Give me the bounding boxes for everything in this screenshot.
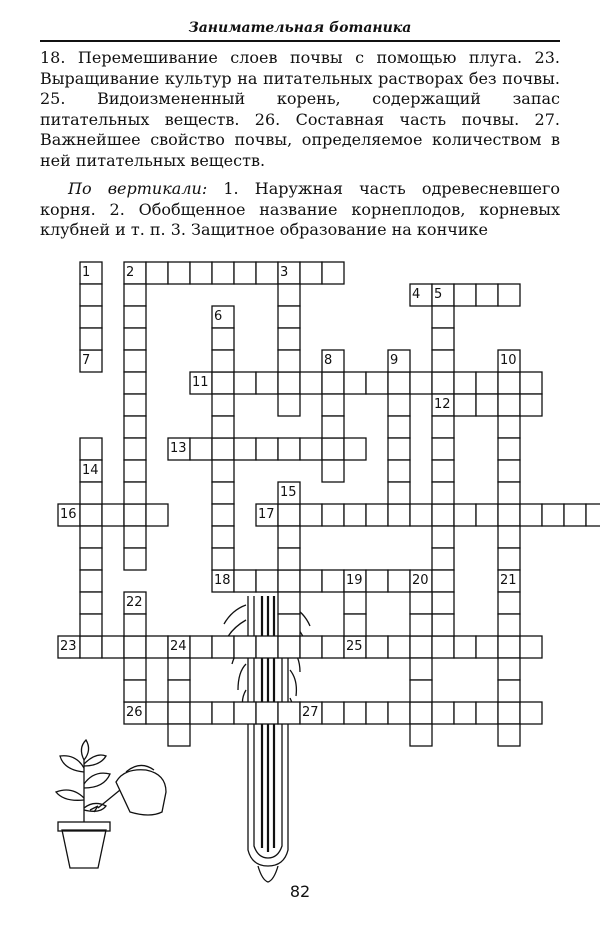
clue-number: 26 <box>126 705 143 720</box>
grid-cell[interactable] <box>366 372 388 394</box>
clue-number: 24 <box>170 639 187 654</box>
clue-number: 27 <box>302 705 319 720</box>
grid-cell[interactable] <box>476 702 498 724</box>
clue-number: 22 <box>126 595 143 610</box>
grid-cell[interactable] <box>300 636 322 658</box>
grid-cell[interactable] <box>124 680 146 702</box>
vertical-heading: По вертикали: <box>68 179 208 198</box>
grid-cell[interactable] <box>454 636 476 658</box>
grid-cell[interactable] <box>278 548 300 570</box>
grid-cell[interactable] <box>432 438 454 460</box>
grid-cell[interactable] <box>190 262 212 284</box>
grid-cell[interactable] <box>278 350 300 372</box>
grid-cell[interactable] <box>80 636 102 658</box>
horizontal-clues: 18. Перемешивание слоев почвы с помощью плуга. 23. Выращивание культур на питательных растворах без почвы. 25. Видоизмененный корень, содержащий запас питательных веществ. 26. Составная часть почвы. 27. Важнейшее свойство почвы, определяемое количеством в ней питательных веществ. <box>40 48 560 170</box>
grid-cell[interactable] <box>256 702 278 724</box>
grid-cell[interactable] <box>278 328 300 350</box>
grid-cell[interactable] <box>322 460 344 482</box>
grid-cell[interactable] <box>564 504 586 526</box>
grid-cell[interactable] <box>432 614 454 636</box>
grid-cell[interactable] <box>146 702 168 724</box>
grid-cell[interactable] <box>212 416 234 438</box>
grid-cell[interactable] <box>432 460 454 482</box>
grid-cell[interactable] <box>432 526 454 548</box>
grid-cell[interactable] <box>344 592 366 614</box>
grid-cell[interactable] <box>432 328 454 350</box>
grid-cell[interactable] <box>498 526 520 548</box>
grid-cell[interactable] <box>212 482 234 504</box>
grid-cell[interactable] <box>168 658 190 680</box>
grid-cell[interactable] <box>124 482 146 504</box>
grid-cell[interactable] <box>168 724 190 746</box>
grid-cell[interactable] <box>388 570 410 592</box>
clue-number: 2 <box>126 265 135 280</box>
grid-cell[interactable] <box>498 482 520 504</box>
grid-cell[interactable] <box>256 262 278 284</box>
clue-number: 17 <box>258 507 275 522</box>
clue-number: 12 <box>434 397 451 412</box>
grid-cell[interactable] <box>322 438 344 460</box>
grid-cells <box>58 262 600 746</box>
grid-cell[interactable] <box>124 438 146 460</box>
grid-cell[interactable] <box>410 592 432 614</box>
grid-cell[interactable] <box>234 636 256 658</box>
grid-cell[interactable] <box>278 504 300 526</box>
grid-cell[interactable] <box>410 702 432 724</box>
grid-cell[interactable] <box>212 262 234 284</box>
grid-cell[interactable] <box>476 372 498 394</box>
grid-cell[interactable] <box>124 636 146 658</box>
grid-cell[interactable] <box>212 350 234 372</box>
grid-cell[interactable] <box>212 328 234 350</box>
grid-cell[interactable] <box>432 570 454 592</box>
grid-cell[interactable] <box>124 284 146 306</box>
grid-cell[interactable] <box>80 438 102 460</box>
grid-cell[interactable] <box>410 504 432 526</box>
clue-number: 4 <box>412 287 421 302</box>
grid-cell[interactable] <box>322 394 344 416</box>
grid-cell[interactable] <box>234 570 256 592</box>
grid-cell[interactable] <box>212 504 234 526</box>
grid-cell[interactable] <box>278 438 300 460</box>
grid-cell[interactable] <box>124 658 146 680</box>
grid-cell[interactable] <box>80 482 102 504</box>
grid-cell[interactable] <box>102 504 124 526</box>
grid-cell[interactable] <box>344 372 366 394</box>
grid-cell[interactable] <box>498 724 520 746</box>
grid-cell[interactable] <box>124 526 146 548</box>
grid-cell[interactable] <box>498 284 520 306</box>
clue-number: 7 <box>82 353 91 368</box>
grid-cell[interactable] <box>300 504 322 526</box>
grid-cell[interactable] <box>234 438 256 460</box>
grid-cell[interactable] <box>498 372 520 394</box>
grid-cell[interactable] <box>278 614 300 636</box>
grid-cell[interactable] <box>476 636 498 658</box>
grid-cell[interactable] <box>498 658 520 680</box>
grid-cell[interactable] <box>168 680 190 702</box>
grid-cell[interactable] <box>388 636 410 658</box>
grid-cell[interactable] <box>322 416 344 438</box>
clue-number: 5 <box>434 287 443 302</box>
grid-cell[interactable] <box>498 702 520 724</box>
grid-cell[interactable] <box>454 702 476 724</box>
clue-number: 6 <box>214 309 223 324</box>
grid-cell[interactable] <box>146 636 168 658</box>
grid-cell[interactable] <box>432 592 454 614</box>
grid-cell[interactable] <box>432 636 454 658</box>
clue-number: 8 <box>324 353 333 368</box>
grid-cell[interactable] <box>322 372 344 394</box>
grid-cell[interactable] <box>410 680 432 702</box>
grid-cell[interactable] <box>520 636 542 658</box>
grid-cell[interactable] <box>102 636 124 658</box>
grid-cell[interactable] <box>476 504 498 526</box>
grid-cell[interactable] <box>124 306 146 328</box>
grid-cell[interactable] <box>80 592 102 614</box>
grid-cell[interactable] <box>454 394 476 416</box>
grid-cell[interactable] <box>322 636 344 658</box>
grid-cell[interactable] <box>432 306 454 328</box>
grid-cell[interactable] <box>388 460 410 482</box>
grid-cell[interactable] <box>322 504 344 526</box>
grid-cell[interactable] <box>498 394 520 416</box>
grid-cell[interactable] <box>80 284 102 306</box>
grid-cell[interactable] <box>300 262 322 284</box>
grid-cell[interactable] <box>498 416 520 438</box>
grid-cell[interactable] <box>278 702 300 724</box>
grid-cell[interactable] <box>80 614 102 636</box>
grid-cell[interactable] <box>454 372 476 394</box>
grid-cell[interactable] <box>476 284 498 306</box>
grid-cell[interactable] <box>344 702 366 724</box>
grid-cell[interactable] <box>388 372 410 394</box>
grid-cell[interactable] <box>344 614 366 636</box>
grid-cell[interactable] <box>520 702 542 724</box>
clue-number: 14 <box>82 463 99 478</box>
grid-cell[interactable] <box>366 570 388 592</box>
grid-cell[interactable] <box>124 614 146 636</box>
grid-cell[interactable] <box>498 460 520 482</box>
grid-cell[interactable] <box>256 570 278 592</box>
grid-cell[interactable] <box>146 504 168 526</box>
grid-cell[interactable] <box>278 636 300 658</box>
grid-cell[interactable] <box>454 504 476 526</box>
grid-cell[interactable] <box>498 636 520 658</box>
grid-cell[interactable] <box>432 416 454 438</box>
grid-cell[interactable] <box>80 570 102 592</box>
grid-cell[interactable] <box>80 526 102 548</box>
grid-cell[interactable] <box>498 680 520 702</box>
grid-cell[interactable] <box>542 504 564 526</box>
grid-cell[interactable] <box>212 394 234 416</box>
grid-cell[interactable] <box>410 724 432 746</box>
grid-cell[interactable] <box>256 438 278 460</box>
grid-cell[interactable] <box>234 702 256 724</box>
grid-cell[interactable] <box>80 548 102 570</box>
grid-cell[interactable] <box>300 570 322 592</box>
grid-cell[interactable] <box>366 636 388 658</box>
grid-cell[interactable] <box>432 350 454 372</box>
vertical-clues: 1. Наружная часть одревесневшего корня. 2. Обобщенное название корнеплодов, корневых клубней и т. п. 3. Защитное образование на кончике <box>40 179 561 239</box>
grid-cell[interactable] <box>410 658 432 680</box>
grid-cell[interactable] <box>410 372 432 394</box>
clue-number: 21 <box>500 573 517 588</box>
grid-cell[interactable] <box>168 702 190 724</box>
grid-cell[interactable] <box>124 460 146 482</box>
grid-cell[interactable] <box>190 636 212 658</box>
grid-cell[interactable] <box>432 548 454 570</box>
grid-cell[interactable] <box>388 438 410 460</box>
grid-cell[interactable] <box>234 262 256 284</box>
grid-cell[interactable] <box>256 636 278 658</box>
grid-cell[interactable] <box>256 372 278 394</box>
clue-number: 11 <box>192 375 209 390</box>
grid-cell[interactable] <box>124 394 146 416</box>
grid-cell[interactable] <box>322 702 344 724</box>
grid-cell[interactable] <box>190 702 212 724</box>
grid-cell[interactable] <box>344 504 366 526</box>
grid-cell[interactable] <box>212 460 234 482</box>
grid-cell[interactable] <box>234 372 256 394</box>
grid-cell[interactable] <box>432 372 454 394</box>
grid-cell[interactable] <box>432 482 454 504</box>
clue-number: 3 <box>280 265 289 280</box>
grid-cell[interactable] <box>498 614 520 636</box>
grid-cell[interactable] <box>520 504 542 526</box>
clue-number: 18 <box>214 573 231 588</box>
potted-plant-illustration <box>56 740 166 868</box>
clue-number: 15 <box>280 485 297 500</box>
clue-number: 20 <box>412 573 429 588</box>
grid-cell[interactable] <box>322 570 344 592</box>
grid-cell[interactable] <box>80 306 102 328</box>
clue-number: 1 <box>82 265 91 280</box>
grid-cell[interactable] <box>146 262 168 284</box>
grid-cell[interactable] <box>190 438 212 460</box>
grid-cell[interactable] <box>322 262 344 284</box>
grid-cell[interactable] <box>498 438 520 460</box>
grid-cell[interactable] <box>212 372 234 394</box>
grid-cell[interactable] <box>432 702 454 724</box>
grid-cell[interactable] <box>388 482 410 504</box>
page-number: 82 <box>289 882 311 901</box>
clue-number: 23 <box>60 639 77 654</box>
grid-cell[interactable] <box>366 702 388 724</box>
clue-number: 25 <box>346 639 363 654</box>
grid-cell[interactable] <box>278 372 300 394</box>
grid-cell[interactable] <box>168 262 190 284</box>
grid-cell[interactable] <box>278 526 300 548</box>
grid-cell[interactable] <box>476 394 498 416</box>
grid-cell[interactable] <box>410 614 432 636</box>
clue-number: 13 <box>170 441 187 456</box>
grid-cell[interactable] <box>410 636 432 658</box>
grid-cell[interactable] <box>124 548 146 570</box>
grid-cell[interactable] <box>388 702 410 724</box>
grid-cell[interactable] <box>278 284 300 306</box>
grid-cell[interactable] <box>80 328 102 350</box>
grid-cell[interactable] <box>124 328 146 350</box>
grid-cell[interactable] <box>300 372 322 394</box>
grid-cell[interactable] <box>520 394 542 416</box>
running-header: Занимательная ботаника <box>188 20 412 36</box>
grid-cell[interactable] <box>498 548 520 570</box>
grid-cell[interactable] <box>278 570 300 592</box>
grid-cell[interactable] <box>388 504 410 526</box>
grid-cell[interactable] <box>432 504 454 526</box>
grid-cell[interactable] <box>278 394 300 416</box>
grid-cell[interactable] <box>498 504 520 526</box>
grid-cell[interactable] <box>212 548 234 570</box>
grid-cell[interactable] <box>388 416 410 438</box>
grid-cell[interactable] <box>124 372 146 394</box>
grid-cell[interactable] <box>498 592 520 614</box>
grid-cell[interactable] <box>520 372 542 394</box>
clue-number: 16 <box>60 507 77 522</box>
clue-number: 19 <box>346 573 363 588</box>
grid-cell[interactable] <box>212 438 234 460</box>
grid-cell[interactable] <box>344 438 366 460</box>
grid-cell[interactable] <box>212 636 234 658</box>
grid-cell[interactable] <box>454 284 476 306</box>
grid-cell[interactable] <box>124 350 146 372</box>
clue-number: 9 <box>390 353 399 368</box>
clue-number: 10 <box>500 353 517 368</box>
grid-cell[interactable] <box>124 504 146 526</box>
grid-cell[interactable] <box>586 504 600 526</box>
grid-cell[interactable] <box>278 306 300 328</box>
grid-cell[interactable] <box>366 504 388 526</box>
grid-cell[interactable] <box>278 592 300 614</box>
grid-cell[interactable] <box>388 394 410 416</box>
grid-cell[interactable] <box>124 416 146 438</box>
grid-cell[interactable] <box>212 702 234 724</box>
grid-cell[interactable] <box>300 438 322 460</box>
grid-cell[interactable] <box>80 504 102 526</box>
grid-cell[interactable] <box>212 526 234 548</box>
